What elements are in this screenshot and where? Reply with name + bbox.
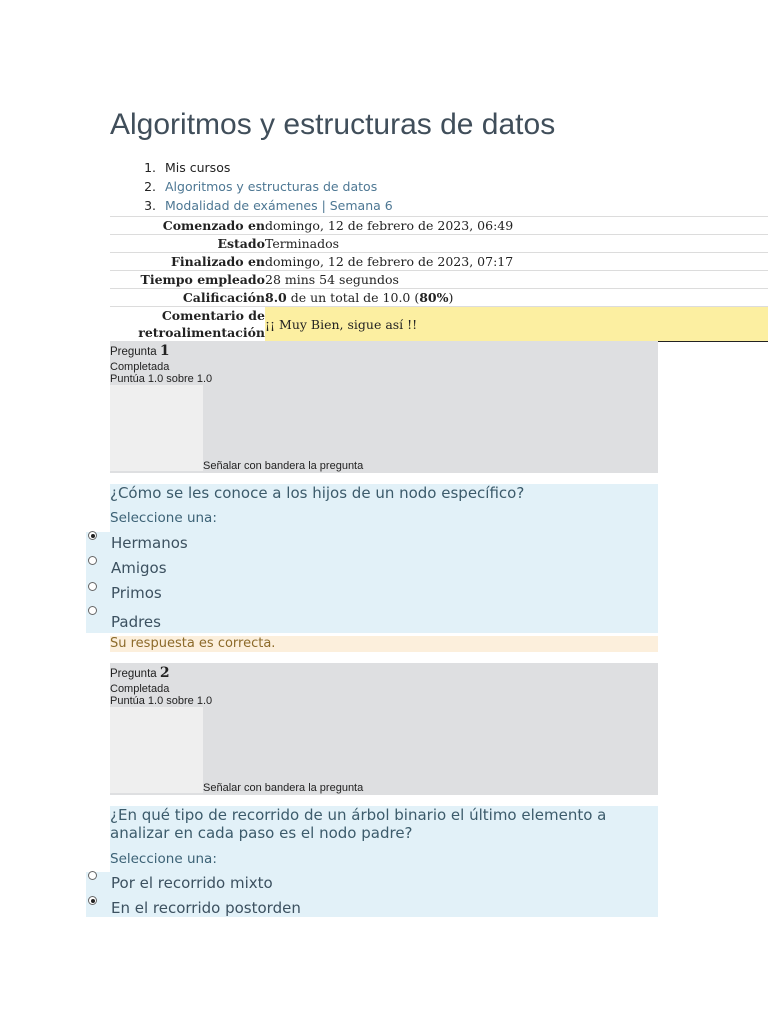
option-label-padres[interactable]: Padres [111,613,161,631]
page-title: Algoritmos y estructuras de datos [110,108,556,141]
question-state: Completada [110,683,170,695]
summary-label: Tiempo empleado [140,272,265,287]
radio-option-padres[interactable] [88,606,97,615]
summary-label: Calificación [182,290,265,305]
summary-row-time [110,271,768,289]
question-info-panel [110,385,203,471]
question-number-label [110,343,170,359]
breadcrumb-link-course[interactable]: Algoritmos y estructuras de datos [165,179,378,194]
summary-value: domingo, 12 de febrero de 2023, 06:49 [265,218,514,233]
question-number-label [110,665,170,681]
question-info-panel [110,707,203,793]
summary-value [265,289,768,307]
option-label-hermanos[interactable]: Hermanos [111,534,188,552]
summary-value: 28 mins 54 segundos [265,272,399,287]
radio-option-postorden[interactable] [88,896,97,905]
pregunta-text: Pregunta [110,668,160,680]
question-2-prompt: Seleccione una: [110,851,217,867]
summary-row-started [110,217,768,235]
pregunta-text: Pregunta [110,346,160,358]
feedback-value [265,307,768,342]
radio-option-primos[interactable] [88,582,97,591]
option-label-primos[interactable]: Primos [111,584,162,602]
summary-row-finished [110,253,768,271]
summary-label: Comenzado en [162,218,265,233]
grade-score: 8.0 [265,290,287,305]
summary-value: Terminados [265,236,340,251]
feedback-label-line-1: Comentario de [161,308,265,323]
question-2-text: ¿En qué tipo de recorrido de un árbol binario el último elemento a analizar en cada paso es el nodo padre? [110,806,607,842]
flag-question-link[interactable]: Señalar con bandera la pregunta [203,460,364,472]
breadcrumb-item-exam-mode[interactable] [110,196,393,215]
breadcrumb-number: 3 . [110,196,156,215]
breadcrumb-number: 2 . [110,177,156,196]
question-grade: Puntúa 1.0 sobre 1.0 [110,695,213,707]
grade-total: de un total de 10.0 ( [286,290,420,305]
radio-option-amigos[interactable] [88,556,97,565]
summary-label: Finalizado en [171,254,265,269]
grade-close: ) [448,290,454,305]
question-number: 2 [159,665,170,681]
question-state: Completada [110,361,170,373]
question-number: 1 [159,343,170,359]
question-1-text: ¿Cómo se les conoce a los hijos de un nodo específico? [110,484,525,502]
grade-percent: 80% [419,290,449,305]
feedback-label-line-2: retroalimentación [138,325,265,340]
summary-row-grade [110,289,768,307]
summary-row-state [110,235,768,253]
summary-value: domingo, 12 de febrero de 2023, 07:17 [265,254,514,269]
option-label-postorden[interactable]: En el recorrido postorden [111,899,301,917]
answer-feedback: Su respuesta es correcta. [110,636,658,652]
question-1-info [110,341,658,473]
question-1-prompt: Seleccione una: [110,510,217,526]
feedback-text: ¡¡ Muy Bien, sigue así !! [265,316,418,332]
option-label-amigos[interactable]: Amigos [111,559,167,577]
flag-question-link[interactable]: Señalar con bandera la pregunta [203,782,364,794]
breadcrumb-item-course[interactable] [110,177,393,196]
breadcrumb-link-exam-mode[interactable]: Modalidad de exámenes | Semana 6 [165,198,393,213]
attempt-summary-table [110,216,768,342]
question-2-info [110,663,658,795]
question-grade: Puntúa 1.0 sobre 1.0 [110,373,213,385]
breadcrumb-item-mis-cursos[interactable] [110,158,393,177]
radio-option-mixto[interactable] [88,871,97,880]
breadcrumb-number: 1 . [110,158,156,177]
breadcrumb-label[interactable]: Mis cursos [165,160,231,175]
summary-label: Estado [217,236,265,251]
breadcrumb [110,158,393,215]
summary-row-feedback [110,307,768,342]
option-label-mixto[interactable]: Por el recorrido mixto [111,874,273,892]
summary-label [110,307,265,342]
radio-option-hermanos[interactable] [88,531,97,540]
